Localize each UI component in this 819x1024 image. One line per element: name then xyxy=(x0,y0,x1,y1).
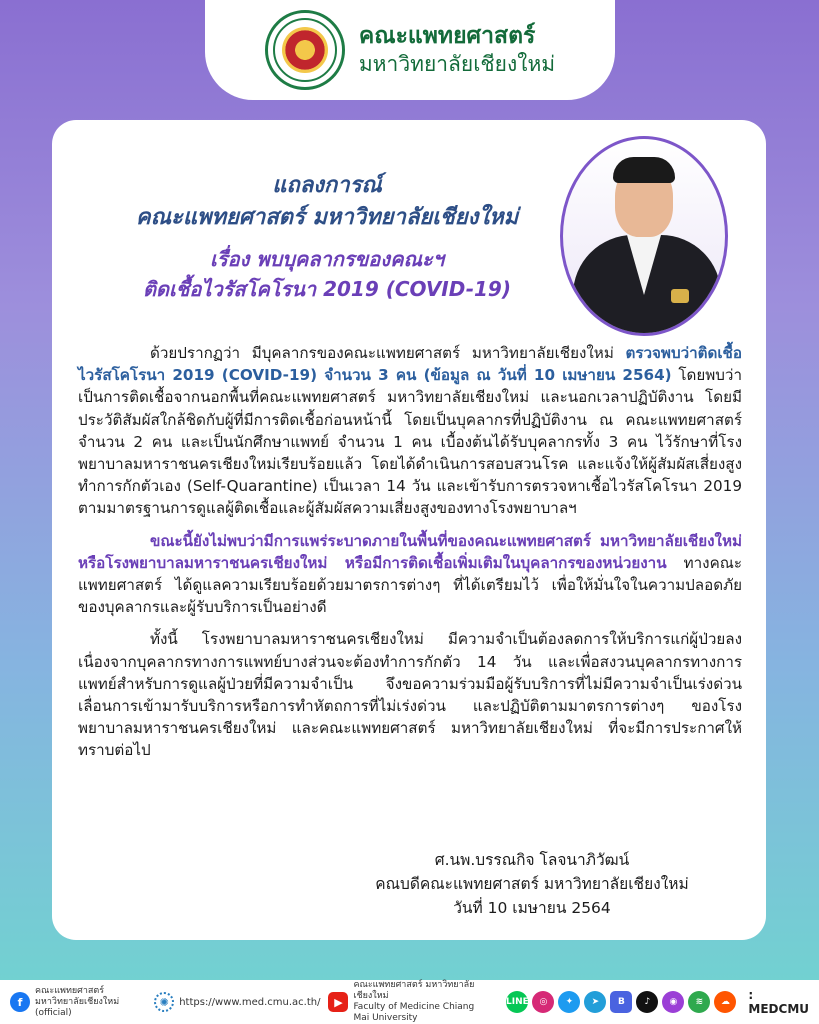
social-handle: : MEDCMU xyxy=(748,988,809,1016)
statement-heading-1: แถลงการณ์ xyxy=(272,173,382,198)
statement-subject-2: ติดเชื้อไวรัสโคโรนา 2019 (COVID-19) xyxy=(142,277,511,301)
telegram-icon[interactable]: ➤ xyxy=(584,991,606,1013)
p1-intro: ด้วยปรากฏว่า มีบุคลากรของคณะแพทยศาสตร์ มหาวิทยาลัยเชียงใหม่ xyxy=(150,344,626,362)
footer-facebook[interactable] xyxy=(10,986,146,1019)
dean-portrait xyxy=(560,136,728,336)
p1-highlight: ตรวจพบว่าติดเชื้อไวรัสโคโรนา 2019 (COVID-19) จำนวน 3 คน (ข้อมูล ณ วันที่ 10 เมษายน 2564) xyxy=(78,344,742,385)
header-title: คณะแพทยศาสตร์ xyxy=(358,23,536,49)
youtube-icon[interactable]: ▶ xyxy=(328,992,348,1012)
statement-card xyxy=(52,120,766,940)
youtube-label-1: คณะแพทยศาสตร์ มหาวิทยาลัยเชียงใหม่ xyxy=(353,980,475,1001)
youtube-label-2: Faculty of Medicine Chiang Mai University xyxy=(353,1002,475,1023)
signature-block xyxy=(352,848,712,920)
statement-subject-1: เรื่อง พบบุคลากรของคณะฯ xyxy=(210,247,444,271)
faculty-logo xyxy=(265,10,345,90)
paragraph-2 xyxy=(78,530,742,619)
facebook-label-1: คณะแพทยศาสตร์ มหาวิทยาลัยเชียงใหม่ xyxy=(35,985,120,1007)
line-icon[interactable]: LINE xyxy=(506,991,528,1013)
youtube-label xyxy=(353,980,488,1024)
p1-rest: โดยพบว่าเป็นการติดเชื้อจากนอกพื้นที่คณะแพทยศาสตร์ มหาวิทยาลัยเชียงใหม่ และนอกเวลาปฏิบัติงาน โดยมีประวัติสัมผัสใกล้ชิดกับผู้ที่มีการติดเชื้อก่อนหน้านี้ โดยเป็นบุคลากรที่ปฏิบัติงาน ณ คณะแพทยศาสตร์ จำนวน 2 คน และเป็นนักศึกษาแพทย์ จำนวน 1 คน เบื้องต้นได้รับบุคลากรทั้ง 3 คน ไว้รักษาที่โรงพยาบาลมหาราชนครเชียงใหม่เรียบร้อยแล้ว โดยได้ดำเนินการสอบสวนโรค และแจ้งให้ผู้สัมผัสเสี่ยงสูงทำการกักตัวเอง (Self-Quarantine) เป็นเวลา 14 วัน และเข้ารับการตรวจหาเชื้อไวรัสโคโรนา 2019 ตามมาตรฐานการดูแลผู้ติดเชื้อและผู้สัมผัสความเสี่ยงสูงของทางโรงพยาบาลฯ xyxy=(78,366,742,518)
statement-heading-2: คณะแพทยศาสตร์ มหาวิทยาลัยเชียงใหม่ xyxy=(135,205,519,230)
footer-youtube[interactable] xyxy=(328,980,488,1024)
p3-text: ทั้งนี้ โรงพยาบาลมหาราชนครเชียงใหม่ มีความจำเป็นต้องลดการให้บริการแก่ผู้ป่วยลง เนื่องจากบุคลากรทางการแพทย์บางส่วนจะต้องทำการกักตัว 14 วัน และเพื่อสงวนบุคลากรทางการแพทย์สำหรับการดูแลผู้ป่วยที่มีความจำเป็น จึงขอความร่วมมือผู้รับบริการที่ไม่มีความจำเป็นเร่งด่วน เลื่อนการเข้ามารับบริการหรือการทำหัตถการที่ไม่เร่งด่วน และปฏิบัติตามมาตรการต่างๆ ของโรงพยาบาลมหาราชนครเชียงใหม่ และคณะแพทยศาสตร์ มหาวิทยาลัยเชียงใหม่ ที่จะมีการประกาศให้ทราบต่อไป xyxy=(78,630,742,760)
p2-highlight: ขณะนี้ยังไม่พบว่ามีการแพร่ระบาดภายในพื้นที่ของคณะแพทยศาสตร์ มหาวิทยาลัยเชียงใหม่ หรือโรงพยาบาลมหาราชนครเชียงใหม่ หรือมีการติดเชื้อเพิ่มเติมในบุคลากรของหน่วยงาน xyxy=(78,531,742,572)
paragraph-3 xyxy=(78,628,742,761)
header-titles xyxy=(359,22,555,78)
soundcloud-icon[interactable]: ☁ xyxy=(714,991,736,1013)
signature-position: คณบดีคณะแพทยศาสตร์ มหาวิทยาลัยเชียงใหม่ xyxy=(375,875,689,893)
web-icon[interactable]: ✺ xyxy=(154,992,174,1012)
p2-rest: ทางคณะแพทยศาสตร์ ได้ดูแลความเรียบร้อยด้วยมาตรการต่างๆ ที่ได้เตรียมไว้ เพื่อให้มั่นใจในความปลอดภัยของบุคลากรและผู้รับบริการเป็นอย่างดี xyxy=(78,553,742,617)
statement-body xyxy=(78,342,742,772)
facebook-label-2: (official) xyxy=(35,1007,72,1018)
facebook-icon[interactable]: f xyxy=(10,992,30,1012)
podcast-icon[interactable]: ◉ xyxy=(662,991,684,1013)
paragraph-1 xyxy=(78,342,742,520)
header-banner xyxy=(205,0,615,100)
footer-bar xyxy=(0,980,819,1024)
header-subtitle: มหาวิทยาลัยเชียงใหม่ xyxy=(358,52,556,76)
signature-name: ศ.นพ.บรรณกิจ โลจนาภิวัฒน์ xyxy=(434,851,630,869)
tiktok-icon[interactable]: ♪ xyxy=(636,991,658,1013)
facebook-label xyxy=(35,986,146,1019)
logo-ring xyxy=(273,18,337,82)
instagram-icon[interactable]: ◎ xyxy=(532,991,554,1013)
blockdit-icon[interactable]: B xyxy=(610,991,632,1013)
portrait-badge xyxy=(671,289,689,303)
statement-title-block xyxy=(92,170,562,304)
portrait-hair xyxy=(613,157,675,183)
website-link[interactable]: https://www.med.cmu.ac.th/ xyxy=(179,996,321,1008)
twitter-icon[interactable]: ✦ xyxy=(558,991,580,1013)
footer-website[interactable] xyxy=(154,992,320,1012)
radio-icon[interactable]: ≋ xyxy=(688,991,710,1013)
social-icons xyxy=(506,991,736,1013)
signature-date: วันที่ 10 เมษายน 2564 xyxy=(453,899,611,917)
